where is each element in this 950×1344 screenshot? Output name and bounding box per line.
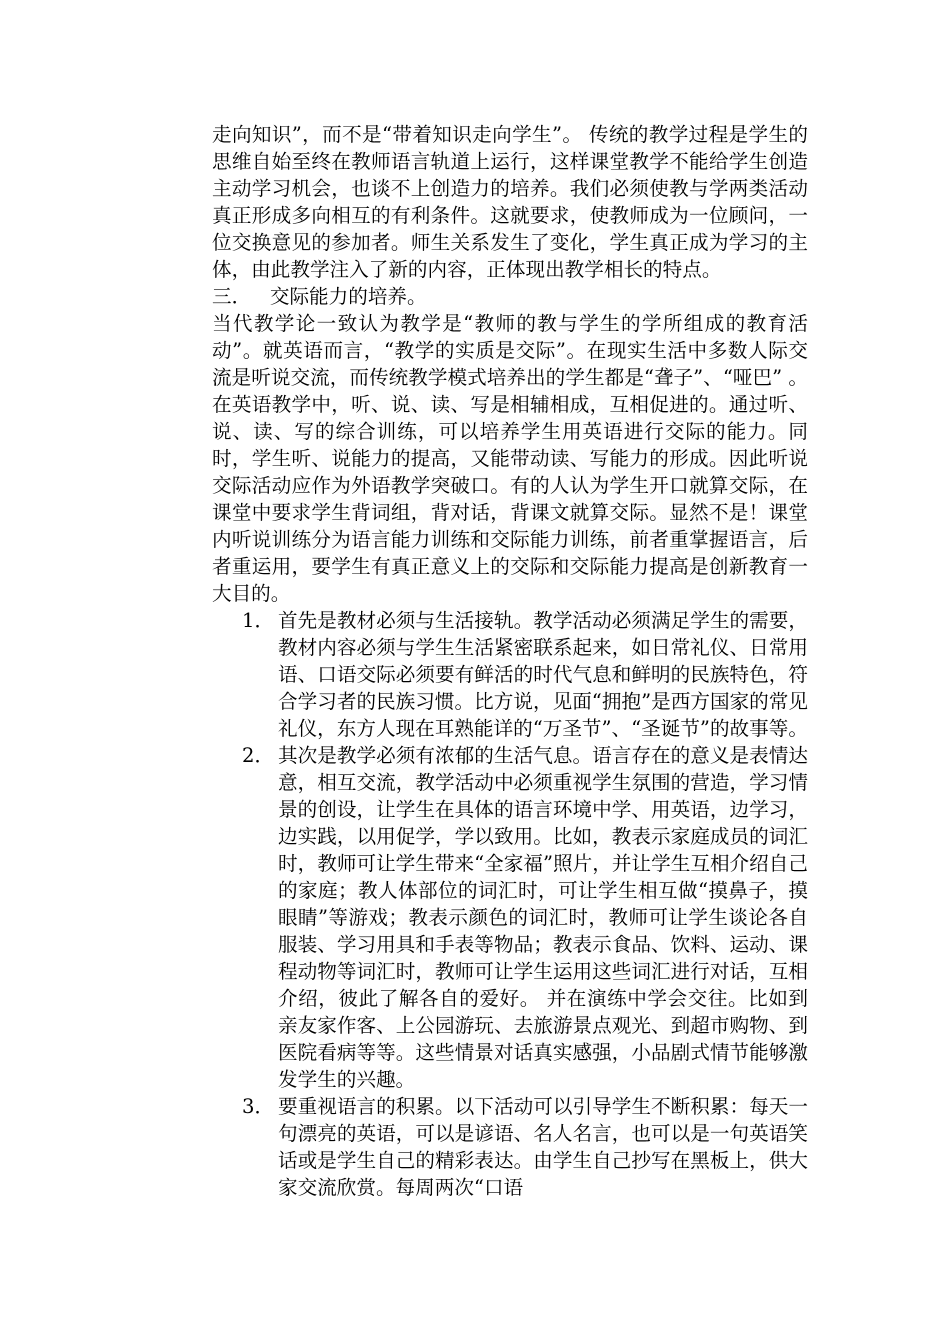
list-number: 2． [242, 744, 275, 767]
section-heading: 三． 交际能力的培养。 [212, 285, 427, 308]
list-item-1 [212, 607, 808, 742]
list-item-text: 首先是教材必须与生活接轨。教学活动必须满足学生的需要，教材内容必须与学生生活紧密联系起来，如日常礼仪、日常用语、口语交际必须要有鲜活的时代气息和鲜明的民族特色，符合学习者的民族习惯。比方说，见面“拥抱”是西方国家的常见礼仪，东方人现在耳熟能详的“万圣节”、“圣诞节”的故事等。 [278, 609, 808, 740]
intro-paragraph: 走向知识”，而不是“带着知识走向学生”。 传统的教学过程是学生的思维自始至终在教师语言轨道上运行，这样课堂教学不能给学生创造主动学习机会，也谈不上创造力的培养。我们必须使教与学两类活动真正形成多向相互的有利条件。这就要求，使教师成为一位顾问，一位交换意见的参加者。师生关系发生了变化，学生真正成为学习的主体，由此教学注入了新的内容，正体现出教学相长的特点。 [212, 123, 808, 281]
list-item-3 [212, 1093, 808, 1201]
list-number: 1． [242, 609, 275, 632]
section-paragraph: 当代教学论一致认为教学是“教师的教与学生的学所组成的教育活动”。就英语而言，“教学的实质是交际”。在现实生活中多数人际交流是听说交流，而传统教学模式培养出的学生都是“聋子”、“哑巴” 。在英语教学中，听、说、读、写是相辅相成，互相促进的。通过听、说、读、写的综合训练，可以培养学生用英语进行交际的能力。同时，学生听、说能力的提高，又能带动读、写能力的形成。因此听说交际活动应作为外语教学突破口。有的人认为学生开口就算交际，在课堂中要求学生背词组，背对话，背课文就算交际。显然不是！课堂内听说训练分为语言能力训练和交际能力训练，前者重掌握语言，后者重运用，要学生有真正意义上的交际和交际能力提高是创新教育一大目的。 [212, 312, 808, 605]
list-number: 3． [242, 1095, 275, 1118]
list-item-text: 其次是教学必须有浓郁的生活气息。语言存在的意义是表情达意，相互交流，教学活动中必须重视学生氛围的营造，学习情景的创设，让学生在具体的语言环境中学、用英语，边学习，边实践，以用促学，学以致用。比如，教表示家庭成员的词汇时，教师可让学生带来“全家福”照片，并让学生互相介绍自己的家庭；教人体部位的词汇时，可让学生相互做“摸鼻子，摸眼睛”等游戏；教表示颜色的词汇时，教师可让学生谈论各自服装、学习用具和手表等物品；教表示食品、饮料、运动、课程动物等词汇时，教师可让学生运用这些词汇进行对话，互相介绍，彼此了解各自的爱好。 并在演练中学会交往。比如到亲友家作客、上公园游玩、去旅游景点观光、到超市购物、到医院看病等等。这些情景对话真实感强，小品剧式情节能够激发学生的兴趣。 [278, 744, 808, 1091]
list-item-text: 要重视语言的积累。以下活动可以引导学生不断积累：每天一句漂亮的英语，可以是谚语、名人名言，也可以是一句英语笑话或是学生自己的精彩表达。由学生自己抄写在黑板上，供大家交流欣赏。每周两次“口语 [278, 1095, 808, 1199]
list-item-2 [212, 742, 808, 1093]
document-body [212, 121, 808, 1201]
